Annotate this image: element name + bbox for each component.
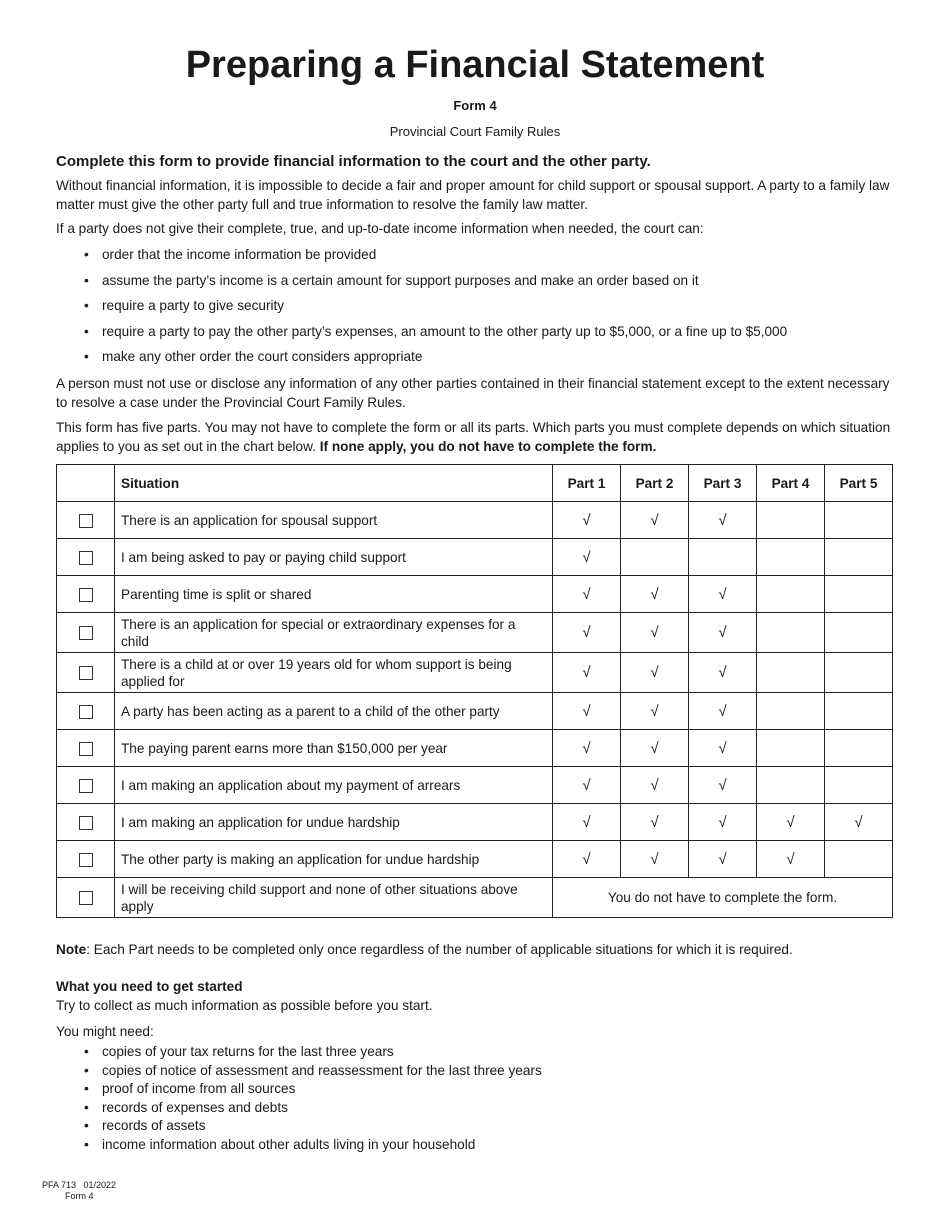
list-item: • copies of your tax returns for the last three years (84, 1043, 542, 1062)
part-check: √ (553, 693, 621, 730)
intro-paragraph-1: Without financial information, it is impossible to decide a fair and proper amount for child support or spousal support. A party to a family law matter must give the other party full and true information to resolve the family law matter. (56, 178, 890, 212)
intro-paragraph-3: A person must not use or disclose any information of any other parties contained in their financial statement except to the extent necessary to resolve a case under the Provincial Court Family Rules. (56, 376, 890, 410)
no-form-needed-message: You do not have to complete the form. (553, 878, 893, 918)
part-check: √ (621, 693, 689, 730)
part-check: √ (621, 653, 689, 693)
table-row (57, 878, 893, 918)
part-check: √ (689, 613, 757, 653)
footer-form: Form 4 (65, 1191, 94, 1201)
situation-text: I am making an application for undue hardship (115, 804, 553, 841)
header-part-2: Part 2 (621, 465, 689, 502)
table-row (57, 576, 893, 613)
none-apply-note: If none apply, you do not have to complete the form. (319, 439, 657, 454)
part-check: √ (553, 613, 621, 653)
table-row (57, 804, 893, 841)
part-check (757, 693, 825, 730)
part-check (825, 693, 893, 730)
intro-paragraph-4 (56, 418, 896, 456)
part-check: √ (553, 767, 621, 804)
part-check (825, 613, 893, 653)
header-part-5: Part 5 (825, 465, 893, 502)
situation-checkbox[interactable] (79, 551, 93, 565)
part-check (825, 730, 893, 767)
form-number: Form 4 (453, 98, 497, 113)
situation-checkbox[interactable] (79, 853, 93, 867)
table-row (57, 502, 893, 539)
part-check (757, 576, 825, 613)
part-check: √ (757, 804, 825, 841)
situation-checkbox[interactable] (79, 666, 93, 680)
part-check: √ (553, 730, 621, 767)
situation-text: Parenting time is split or shared (115, 576, 553, 613)
part-check (825, 653, 893, 693)
part-check: √ (689, 841, 757, 878)
part-check (757, 653, 825, 693)
header-part-3: Part 3 (689, 465, 757, 502)
table-header-row (57, 465, 893, 502)
part-check: √ (553, 804, 621, 841)
part-check (825, 841, 893, 878)
part-check (825, 539, 893, 576)
list-item: • records of assets (84, 1117, 542, 1136)
part-check: √ (757, 841, 825, 878)
part-check: √ (825, 804, 893, 841)
situation-text: There is an application for special or extraordinary expenses for a child (115, 613, 553, 653)
parts-explanation: This form has five parts. You may not have to complete the form or all its parts. Which parts you must complete depends on which situation applies to you as set out in the chart below. (56, 420, 891, 454)
header-empty (57, 465, 115, 502)
situation-text: The paying parent earns more than $150,000 per year (115, 730, 553, 767)
situation-checkbox[interactable] (79, 705, 93, 719)
part-check: √ (553, 502, 621, 539)
intro-heading: Complete this form to provide financial information to the court and the other party. (56, 153, 651, 170)
header-part-1: Part 1 (553, 465, 621, 502)
part-check: √ (689, 730, 757, 767)
intro-paragraph-2: If a party does not give their complete, true, and up-to-date income information when needed, the court can: (56, 221, 704, 236)
part-check: √ (553, 653, 621, 693)
part-check (825, 767, 893, 804)
part-check: √ (689, 804, 757, 841)
situation-checkbox[interactable] (79, 779, 93, 793)
part-check (825, 502, 893, 539)
list-item: • order that the income information be provided (84, 245, 787, 271)
needs-list (84, 1043, 542, 1155)
header-part-4: Part 4 (757, 465, 825, 502)
list-item: • income information about other adults living in your household (84, 1136, 542, 1155)
part-check: √ (689, 767, 757, 804)
footer-code: PFA 713 01/2022 (42, 1180, 117, 1190)
situation-table (56, 464, 893, 918)
situation-text: There is an application for spousal support (115, 502, 553, 539)
getting-started-text: Try to collect as much information as possible before you start. (56, 998, 433, 1013)
table-row (57, 693, 893, 730)
table-row (57, 730, 893, 767)
part-check (757, 730, 825, 767)
part-check: √ (689, 693, 757, 730)
situation-text: A party has been acting as a parent to a child of the other party (115, 693, 553, 730)
rules-subtitle: Provincial Court Family Rules (389, 124, 561, 139)
court-can-list (84, 245, 787, 373)
note-label: Note (56, 942, 87, 957)
part-check: √ (553, 576, 621, 613)
getting-started-heading: What you need to get started (56, 979, 243, 994)
situation-text: I am making an application about my payment of arrears (115, 767, 553, 804)
might-need-text: You might need: (56, 1024, 154, 1039)
table-row (57, 539, 893, 576)
part-check: √ (621, 502, 689, 539)
situation-checkbox[interactable] (79, 514, 93, 528)
part-check: √ (689, 502, 757, 539)
situation-checkbox[interactable] (79, 626, 93, 640)
table-row (57, 767, 893, 804)
part-check: √ (689, 576, 757, 613)
part-check: √ (553, 841, 621, 878)
part-check: √ (621, 576, 689, 613)
part-check: √ (621, 730, 689, 767)
table-row (57, 653, 893, 693)
situation-text: I will be receiving child support and none of other situations above apply (115, 878, 553, 918)
situation-text: The other party is making an application for undue hardship (115, 841, 553, 878)
situation-text: There is a child at or over 19 years old for whom support is being applied for (115, 653, 553, 693)
note-text: : Each Part needs to be completed only once regardless of the number of applicable situations for which it is required. (86, 942, 793, 957)
list-item: • records of expenses and debts (84, 1099, 542, 1118)
situation-text: I am being asked to pay or paying child support (115, 539, 553, 576)
header-situation: Situation (115, 465, 553, 502)
list-item: • copies of notice of assessment and reassessment for the last three years (84, 1062, 542, 1081)
part-check (825, 576, 893, 613)
table-row (57, 613, 893, 653)
part-check (621, 539, 689, 576)
part-check: √ (621, 767, 689, 804)
page-title: Preparing a Financial Statement (185, 44, 765, 86)
footer (42, 1180, 116, 1202)
table-row (57, 841, 893, 878)
list-item: • make any other order the court considers appropriate (84, 347, 787, 373)
situation-checkbox[interactable] (79, 588, 93, 602)
situation-checkbox[interactable] (79, 742, 93, 756)
list-item: • require a party to pay the other party’s expenses, an amount to the other party up to $5,000, or a fine up to $5,000 (84, 322, 787, 348)
note (56, 940, 793, 959)
part-check (757, 613, 825, 653)
situation-checkbox[interactable] (79, 891, 93, 905)
part-check: √ (621, 841, 689, 878)
part-check: √ (689, 653, 757, 693)
part-check: √ (621, 613, 689, 653)
part-check: √ (621, 804, 689, 841)
part-check (757, 539, 825, 576)
part-check (757, 767, 825, 804)
part-check (689, 539, 757, 576)
situation-checkbox[interactable] (79, 816, 93, 830)
part-check (757, 502, 825, 539)
part-check: √ (553, 539, 621, 576)
list-item: • proof of income from all sources (84, 1080, 542, 1099)
list-item: • assume the party’s income is a certain amount for support purposes and make an order based on it (84, 271, 787, 297)
list-item: • require a party to give security (84, 296, 787, 322)
